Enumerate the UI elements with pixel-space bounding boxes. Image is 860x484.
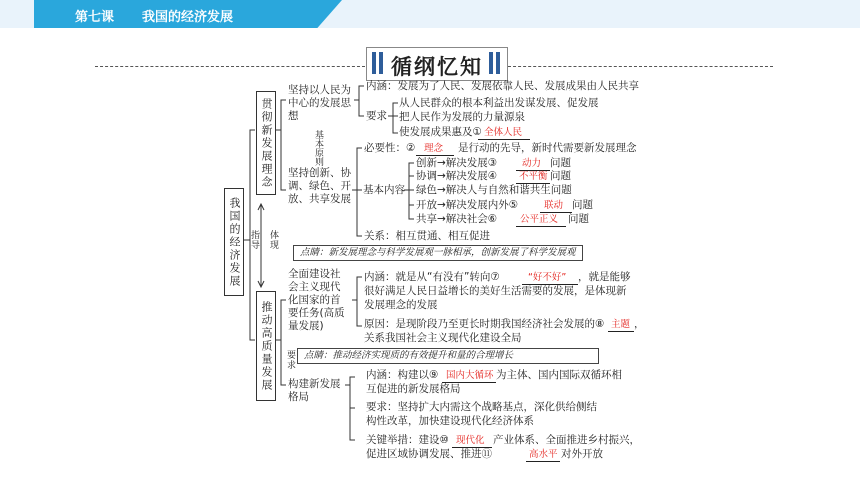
answer-5: 联动	[544, 200, 564, 211]
jiben-yuanze-label: 基本原则	[313, 130, 323, 166]
root-node: 我国的经济发展	[224, 188, 244, 296]
g-jucuo-line2-post: 对外开放	[561, 448, 603, 460]
g-jucuo-pre: 关键举措：建设⑩	[366, 434, 449, 446]
b2-neihan-line2: 很好满足人民日益增长的美好生活需要的发展，是体现新	[364, 285, 627, 297]
g-neihan-pre: 内涵：构建以⑨	[366, 369, 439, 381]
answer-4: 不平衡	[519, 171, 548, 182]
b1-neihan: 内涵：发展为了人民、发展依靠人民、发展成果由人民共享	[366, 80, 639, 92]
b1-yaoqiu-item-3: 使发展成果惠及①	[399, 126, 482, 138]
b1-guanxi: 关系：相互贯通、相互促进	[364, 230, 490, 242]
g-neihan-post: 为主体、国内国际双循环相	[496, 369, 622, 381]
answer-9: 国内大循环	[446, 370, 494, 381]
content-item-coordination: 协调→解决发展④	[416, 170, 498, 182]
answer-8-underline	[608, 331, 634, 332]
answer-8: 主题	[611, 319, 631, 330]
link-label-yaoqiu: 要求	[285, 350, 295, 370]
header-lesson: 第七课	[75, 10, 115, 25]
content-item-innovation-post: 问题	[550, 157, 571, 169]
g-jucuo-post: 产业体系、全面推进乡村振兴，	[493, 434, 640, 446]
note-gaozhiliang: 点睛：推动经济实现质的有效提升和量的合理增长	[297, 348, 599, 364]
g-yaoqiu-line2: 构性改革，加快建设现代化经济体系	[366, 415, 534, 427]
header-title: 我国的经济发展	[142, 10, 234, 25]
people-center-node: 坚持以人民为中心的发展思想	[288, 84, 351, 122]
content-item-green: 绿色→解决人与自然和谐共生问题	[416, 184, 572, 196]
branch-node-gaozhiliang: 推动高质量发展	[256, 291, 276, 401]
content-item-innovation: 创新→解决发展③	[416, 157, 498, 169]
answer-6: 公平正义	[520, 214, 559, 225]
link-label-zhidao: 指导	[249, 230, 259, 250]
branch-node-xinfazhan: 贯彻新发展理念	[256, 91, 276, 195]
link-label-tixian: 体现	[268, 230, 278, 250]
b2-neihan-line3: 发展理念的发展	[364, 299, 438, 311]
answer-10: 现代化	[456, 435, 485, 446]
answer-11: 高水平	[529, 449, 558, 460]
banner-title: 循纲忆知	[391, 55, 483, 79]
b1-yaoqiu-item-1: 从人民群众的根本利益出发谋发展、促发展	[399, 97, 599, 109]
note-xinfazhan: 点睛：新发展理念与科学发展观一脉相承，创新发展了科学发展观	[293, 245, 583, 261]
b2-neihan-pre: 内涵：就是从“有没有”转向⑦	[364, 271, 500, 283]
content-item-openness: 开放→解决发展内外⑤	[416, 199, 519, 211]
content-item-sharing-post: 问题	[568, 213, 589, 225]
jiben-neirong-label: 基本内容	[363, 184, 405, 196]
content-item-coordination-post: 问题	[550, 170, 571, 182]
b2-yuanyin-line2: 关系我国社会主义现代化建设全局	[364, 332, 522, 344]
answer-1: 全体人民	[484, 127, 523, 138]
b1-biyaoxing-post: 是行动的先导，新时代需要新发展理念	[458, 142, 637, 154]
answer-2-underline	[416, 155, 454, 156]
answer-11-underline	[526, 461, 560, 462]
b2-yuanyin-pre: 原因：是现阶段乃至更长时期我国经济社会发展的⑧	[364, 318, 605, 330]
answer-2: 理念	[424, 143, 444, 154]
g-jucuo-line2-pre: 促进区域协调发展、推进⑪	[366, 448, 492, 460]
answer-1-underline	[478, 139, 530, 140]
answer-3: 动力	[522, 158, 542, 169]
task-node: 全面建设社会主义现代化国家的首要任务(高质量发展)	[288, 268, 345, 332]
geju-node: 构建新发展格局	[288, 378, 341, 403]
answer-6-underline	[516, 226, 566, 227]
innovation-node: 坚持创新、协调、绿色、开放、共享发展	[288, 167, 351, 205]
answer-7: “好不好”	[528, 272, 567, 283]
b2-neihan-post: ，就是能够	[578, 271, 631, 283]
b1-yaoqiu-label: 要求	[366, 110, 387, 122]
b2-yuanyin-post: ，	[634, 318, 645, 330]
b1-biyaoxing-pre: 必要性：②	[364, 142, 416, 154]
g-yaoqiu-line1: 要求：坚持扩大内需这个战略基点，深化供给侧结	[366, 401, 597, 413]
b1-yaoqiu-item-2: 把人民作为发展的力量源泉	[399, 111, 525, 123]
content-item-sharing: 共享→解决社会⑥	[416, 213, 498, 225]
content-item-openness-post: 问题	[572, 199, 593, 211]
g-neihan-line2: 互促进的新发展格局	[366, 383, 461, 395]
